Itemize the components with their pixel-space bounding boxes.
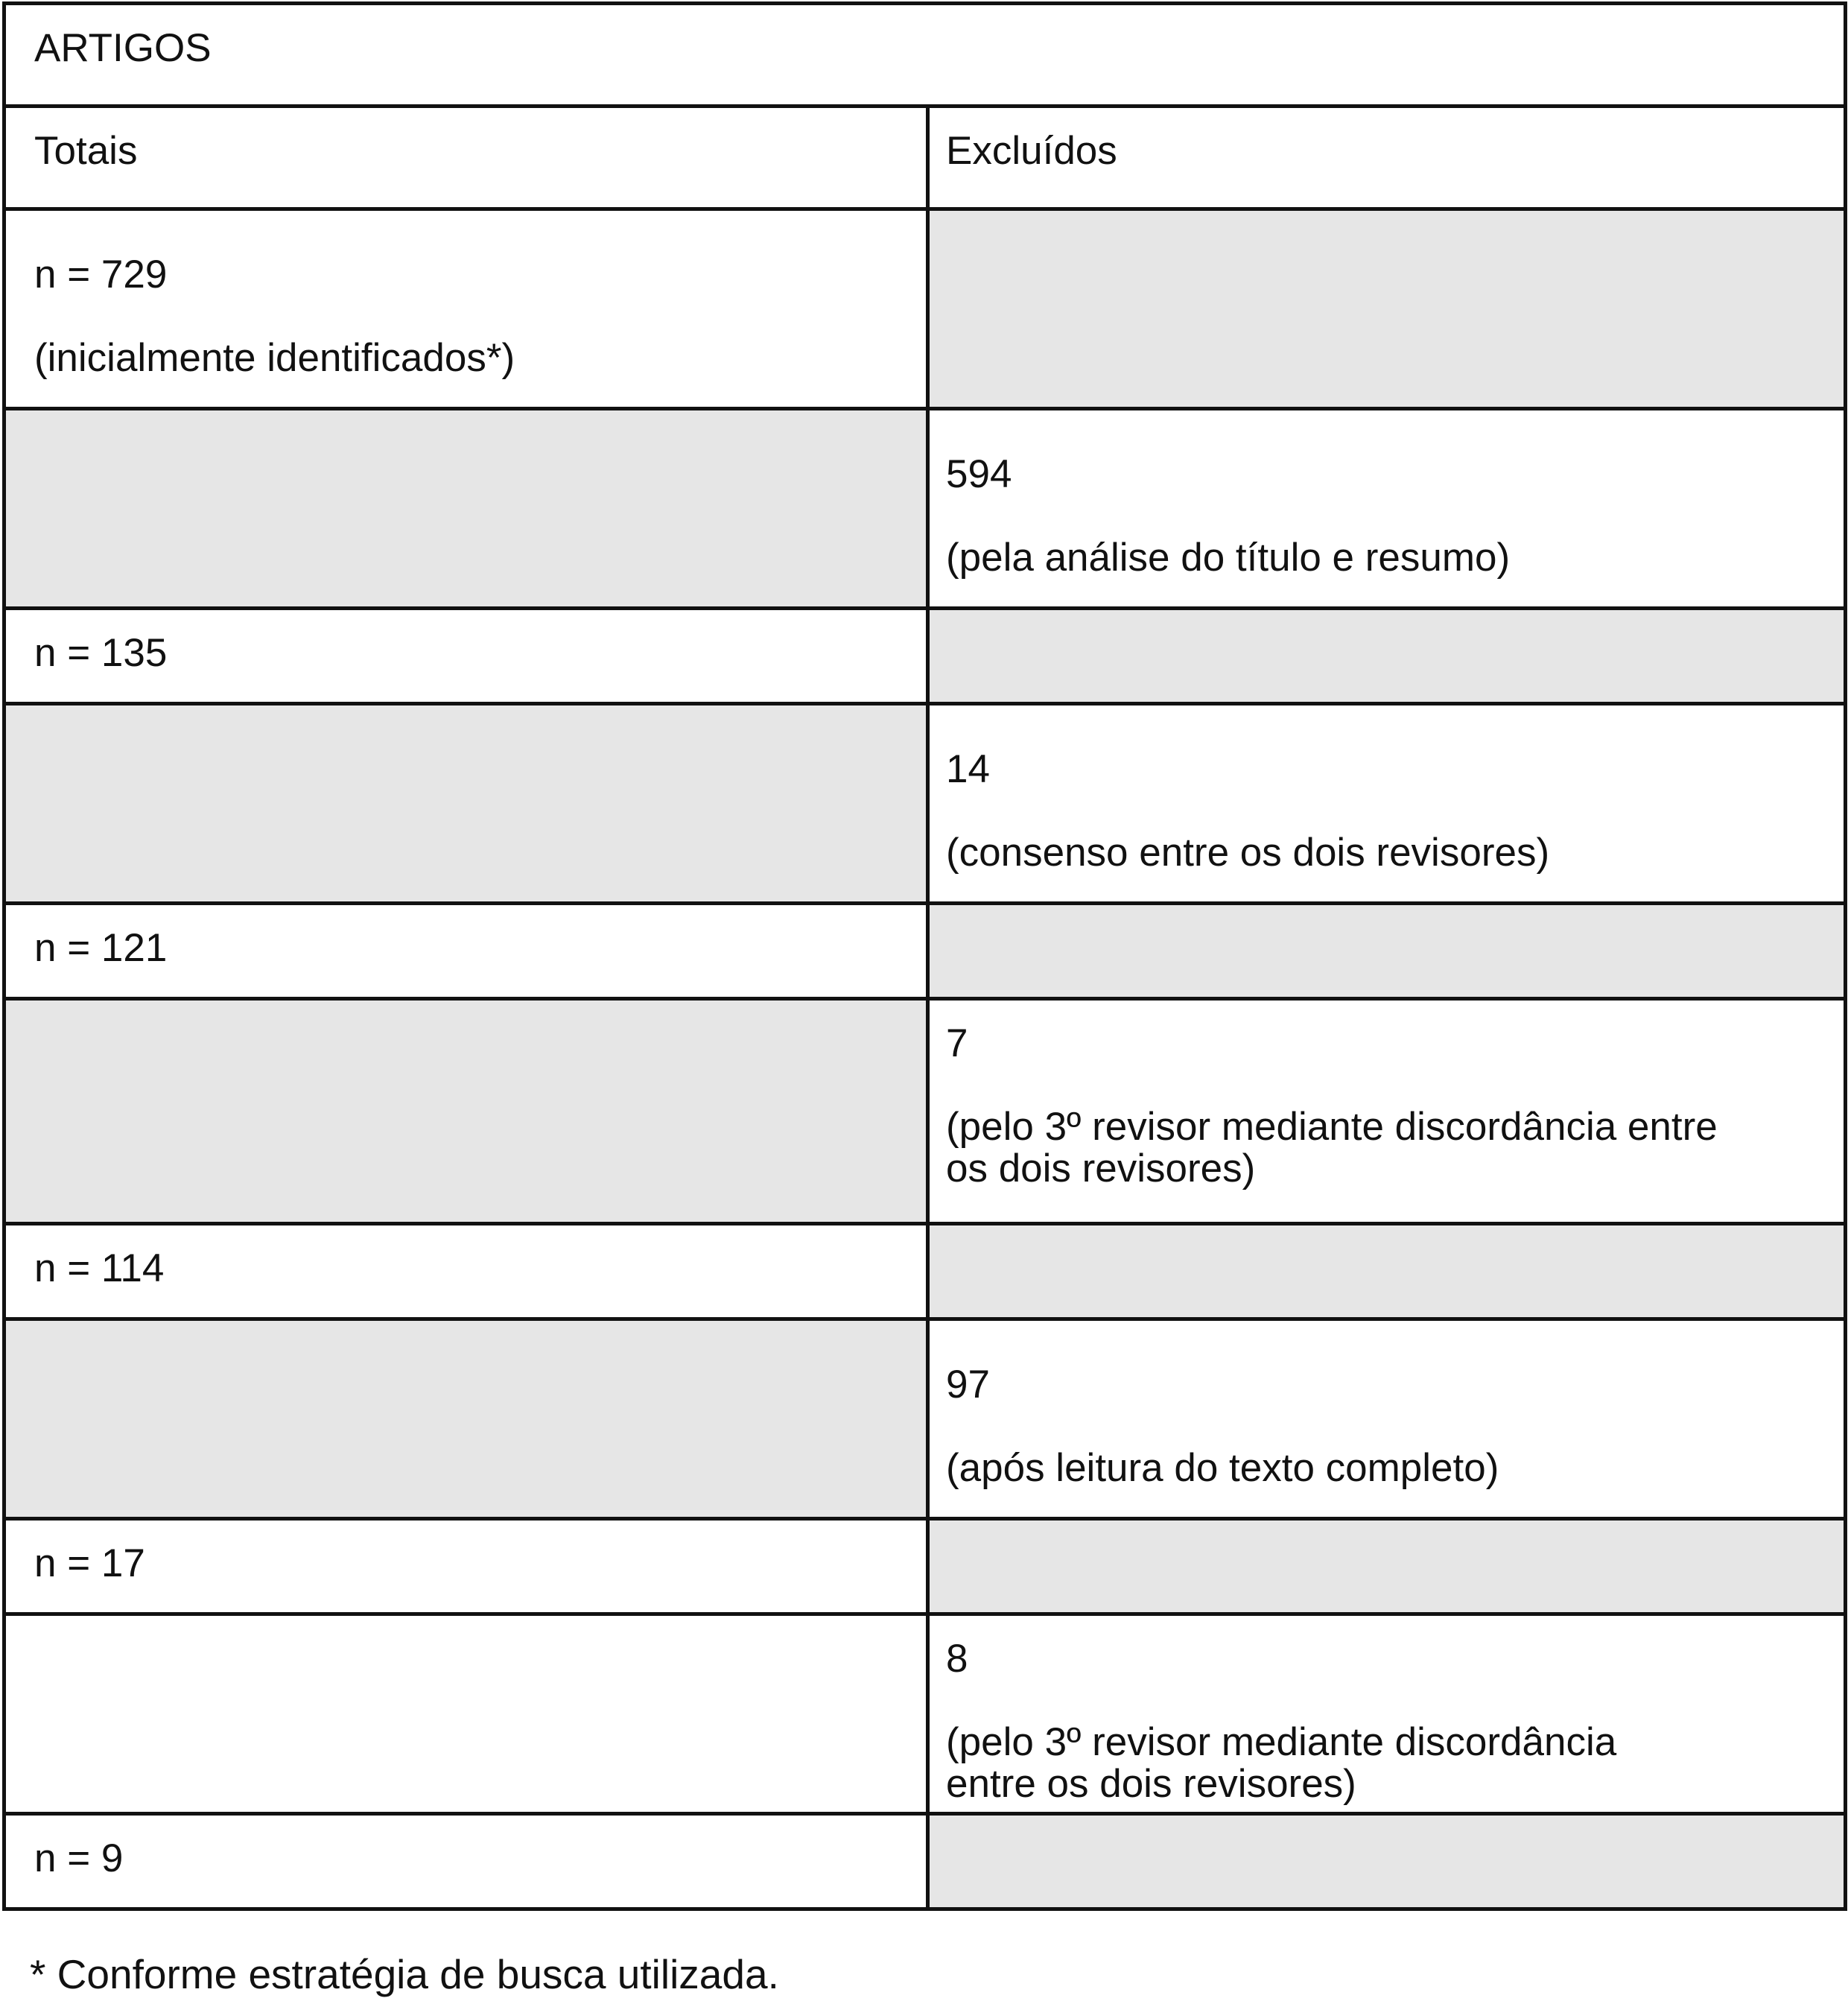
excluded-cell [928, 704, 1846, 904]
empty-total-cell [4, 999, 928, 1224]
empty-total-cell [4, 1319, 928, 1519]
total-value: n = 114 [34, 1246, 165, 1290]
empty-excluded-cell [928, 209, 1846, 409]
table-row [4, 1224, 1846, 1319]
excluded-value: 594 [946, 452, 1012, 496]
excluded-note-line: os dois revisores) [946, 1147, 1256, 1190]
table-title-cell [4, 4, 1846, 107]
totals-header: Totais [34, 129, 138, 173]
table-row [4, 704, 1846, 904]
empty-excluded-cell [928, 609, 1846, 704]
table-row [4, 409, 1846, 609]
line-spacer [946, 495, 1817, 537]
empty-total-cell [4, 1614, 928, 1814]
total-cell-content [6, 610, 926, 674]
total-value: n = 17 [34, 1541, 145, 1585]
line-spacer [946, 1680, 1817, 1722]
table-row [4, 1614, 1846, 1814]
totals-header-container [6, 108, 926, 172]
excluded-note-line: (pelo 3º revisor mediante discordância [946, 1720, 1617, 1764]
total-cell [4, 1519, 928, 1614]
excluded-header-container [930, 108, 1844, 172]
table-title-container [6, 5, 1844, 69]
excluded-cell-content [930, 705, 1844, 874]
excluded-cell [928, 1319, 1846, 1519]
total-value: n = 9 [34, 1836, 124, 1880]
empty-excluded-cell [928, 904, 1846, 999]
table-title: ARTIGOS [34, 26, 212, 70]
excluded-cell [928, 999, 1846, 1224]
table-row [4, 1519, 1846, 1614]
line-spacer [946, 1406, 1817, 1447]
total-cell-content [6, 905, 926, 969]
total-value: n = 135 [34, 631, 168, 675]
excluded-value: 7 [946, 1021, 968, 1065]
empty-excluded-cell [928, 1814, 1846, 1909]
empty-excluded-cell [928, 1519, 1846, 1614]
empty-total-cell [4, 409, 928, 609]
table-row [4, 609, 1846, 704]
table-row [4, 209, 1846, 409]
excluded-header: Excluídos [946, 129, 1117, 173]
excluded-cell-content [930, 1001, 1844, 1190]
total-cell [4, 609, 928, 704]
total-cell-content [6, 211, 926, 379]
table-row [4, 1814, 1846, 1909]
total-note: (inicialmente identificados*) [34, 336, 515, 380]
total-cell-content [6, 1816, 926, 1880]
total-cell-content [6, 1225, 926, 1290]
excluded-header-cell [928, 107, 1846, 209]
line-spacer [34, 296, 899, 337]
total-cell [4, 1814, 928, 1909]
article-selection-table [2, 1, 1847, 1911]
table-row [4, 1319, 1846, 1519]
table-title-row [4, 4, 1846, 107]
total-cell [4, 209, 928, 409]
empty-total-cell [4, 704, 928, 904]
excluded-note: (pela análise do título e resumo) [946, 536, 1511, 580]
excluded-note: (consenso entre os dois revisores) [946, 831, 1550, 875]
excluded-cell-content [930, 1616, 1844, 1805]
total-cell [4, 1224, 928, 1319]
excluded-note-line: entre os dois revisores) [946, 1762, 1356, 1806]
table-footnote: * Conforme estratégia de busca utilizada. [30, 1951, 779, 1997]
line-spacer [946, 1065, 1817, 1106]
total-cell [4, 904, 928, 999]
line-spacer [946, 790, 1817, 832]
excluded-cell-content [930, 1321, 1844, 1489]
excluded-value: 97 [946, 1363, 990, 1407]
excluded-cell [928, 409, 1846, 609]
totals-header-cell [4, 107, 928, 209]
table-row [4, 999, 1846, 1224]
excluded-note-line: (pelo 3º revisor mediante discordância entre [946, 1105, 1718, 1149]
total-value: n = 121 [34, 926, 168, 970]
excluded-cell-content [930, 410, 1844, 579]
excluded-value: 14 [946, 747, 990, 791]
excluded-note: (após leitura do texto completo) [946, 1446, 1499, 1490]
excluded-cell [928, 1614, 1846, 1814]
excluded-value: 8 [946, 1637, 968, 1681]
total-value: n = 729 [34, 253, 168, 297]
total-cell-content [6, 1521, 926, 1585]
empty-excluded-cell [928, 1224, 1846, 1319]
column-header-row [4, 107, 1846, 209]
table-row [4, 904, 1846, 999]
